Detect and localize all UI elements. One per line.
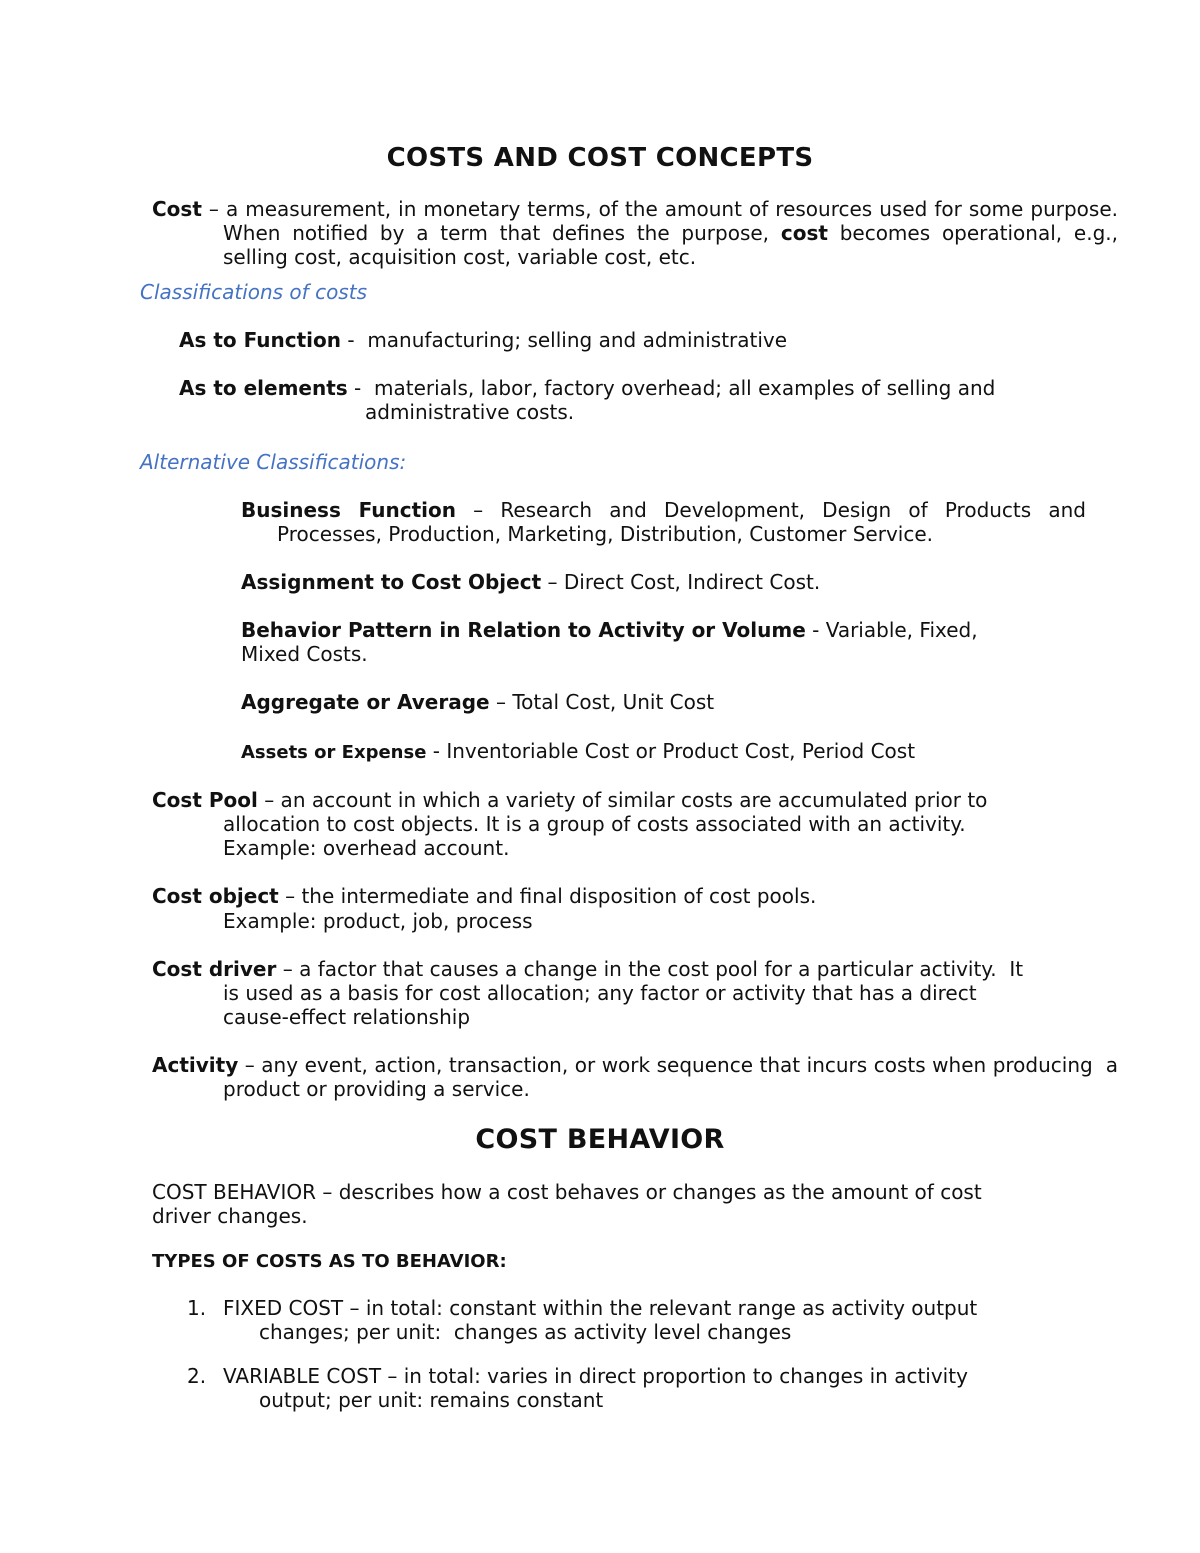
activity-def: – any event, action, transaction, or work sequence that incurs costs when producing a product or providing a service. (223, 1053, 1125, 1101)
section-title-cost-behavior: COST BEHAVIOR (475, 1124, 725, 1155)
assignment-term: Assignment to Cost Object (241, 570, 542, 594)
types-heading: TYPES OF COSTS AS TO BEHAVIOR: (152, 1251, 507, 1272)
elements-term: As to elements (179, 376, 348, 400)
assets-item (241, 739, 915, 765)
business-function-term: Business Function (241, 498, 457, 522)
variable-line2: output; per unit: remains constant (259, 1388, 604, 1412)
behavior-pattern-term: Behavior Pattern in Relation to Activity or Volume (241, 618, 806, 642)
elements-item (179, 376, 995, 400)
cost-behavior-definition: COST BEHAVIOR – describes how a cost behaves or changes as the amount of cost driver changes. (152, 1180, 982, 1228)
business-function-def: – Research and Development, Design of Products and Processes, Production, Marketing, Distribution, Customer Service. (277, 498, 1086, 546)
assets-def: - Inventoriable Cost or Product Cost, Period Cost (426, 739, 916, 763)
cost-bold: cost (780, 221, 828, 245)
cost-pool-term: Cost Pool (152, 788, 258, 812)
cost-driver-line3: cause-effect relationship (223, 1005, 471, 1029)
list-number: 1. (187, 1296, 207, 1320)
assignment-def: – Direct Cost, Indirect Cost. (541, 570, 821, 594)
fixed-line1: FIXED COST – in total: constant within the relevant range as activity output (223, 1296, 978, 1320)
aggregate-item (241, 690, 714, 714)
function-def: manufacturing; selling and administrative (367, 328, 788, 352)
assets-term: Assets or Expense (241, 742, 427, 763)
elements-line1: materials, labor, factory overhead; all examples of selling and (374, 376, 996, 400)
business-function-item (241, 498, 1086, 546)
aggregate-def: – Total Cost, Unit Cost (489, 690, 715, 714)
cost-def-a: – a measurement, in monetary terms, of the amount of resources used for some purpose. When notified by a term that defines the purpose, (201, 197, 1118, 245)
variable-line1: VARIABLE COST – in total: varies in direct proportion to changes in activity (223, 1364, 968, 1388)
function-term: As to Function (179, 328, 342, 352)
cost-definition (152, 197, 1118, 269)
fixed-line2: changes; per unit: changes as activity level changes (259, 1320, 792, 1344)
cost-def-b: becomes operational, e.g., selling cost, acquisition cost, variable cost, etc. (223, 221, 1119, 269)
aggregate-term: Aggregate or Average (241, 690, 490, 714)
cost-pool-line1 (152, 788, 987, 812)
function-sep: - (341, 328, 368, 352)
function-item (179, 328, 787, 352)
list-number: 2. (187, 1364, 207, 1388)
cost-driver-line2: is used as a basis for cost allocation; any factor or activity that has a direct (223, 981, 977, 1005)
behavior-pattern-item (241, 618, 1016, 666)
cost-driver-def1: – a factor that causes a change in the cost pool for a particular activity. It (276, 957, 1024, 981)
cost-pool-line3: Example: overhead account. (223, 836, 510, 860)
list-item-variable (187, 1364, 968, 1412)
behavior-pattern-def: - Variable, Fixed, Mixed Costs. (241, 618, 978, 666)
cost-driver-term: Cost driver (152, 957, 277, 981)
activity-definition (152, 1053, 1125, 1101)
cost-driver-line1 (152, 957, 1023, 981)
cost-object-line1 (152, 884, 816, 908)
cost-object-def1: – the intermediate and final disposition of cost pools. (278, 884, 817, 908)
elements-line2: administrative costs. (365, 400, 575, 424)
activity-term: Activity (152, 1053, 239, 1077)
page-title: COSTS AND COST CONCEPTS (386, 143, 814, 173)
classifications-heading: Classifications of costs (140, 280, 367, 304)
cost-term: Cost (152, 197, 202, 221)
elements-sep: - (347, 376, 374, 400)
cost-pool-line2: allocation to cost objects. It is a group of costs associated with an activity. (223, 812, 966, 836)
cost-pool-def1: – an account in which a variety of similar costs are accumulated prior to (257, 788, 988, 812)
assignment-item (241, 570, 820, 594)
cost-object-term: Cost object (152, 884, 279, 908)
cost-object-line2: Example: product, job, process (223, 909, 533, 933)
list-item-fixed (187, 1296, 977, 1344)
alternative-heading: Alternative Classifications: (140, 450, 407, 474)
